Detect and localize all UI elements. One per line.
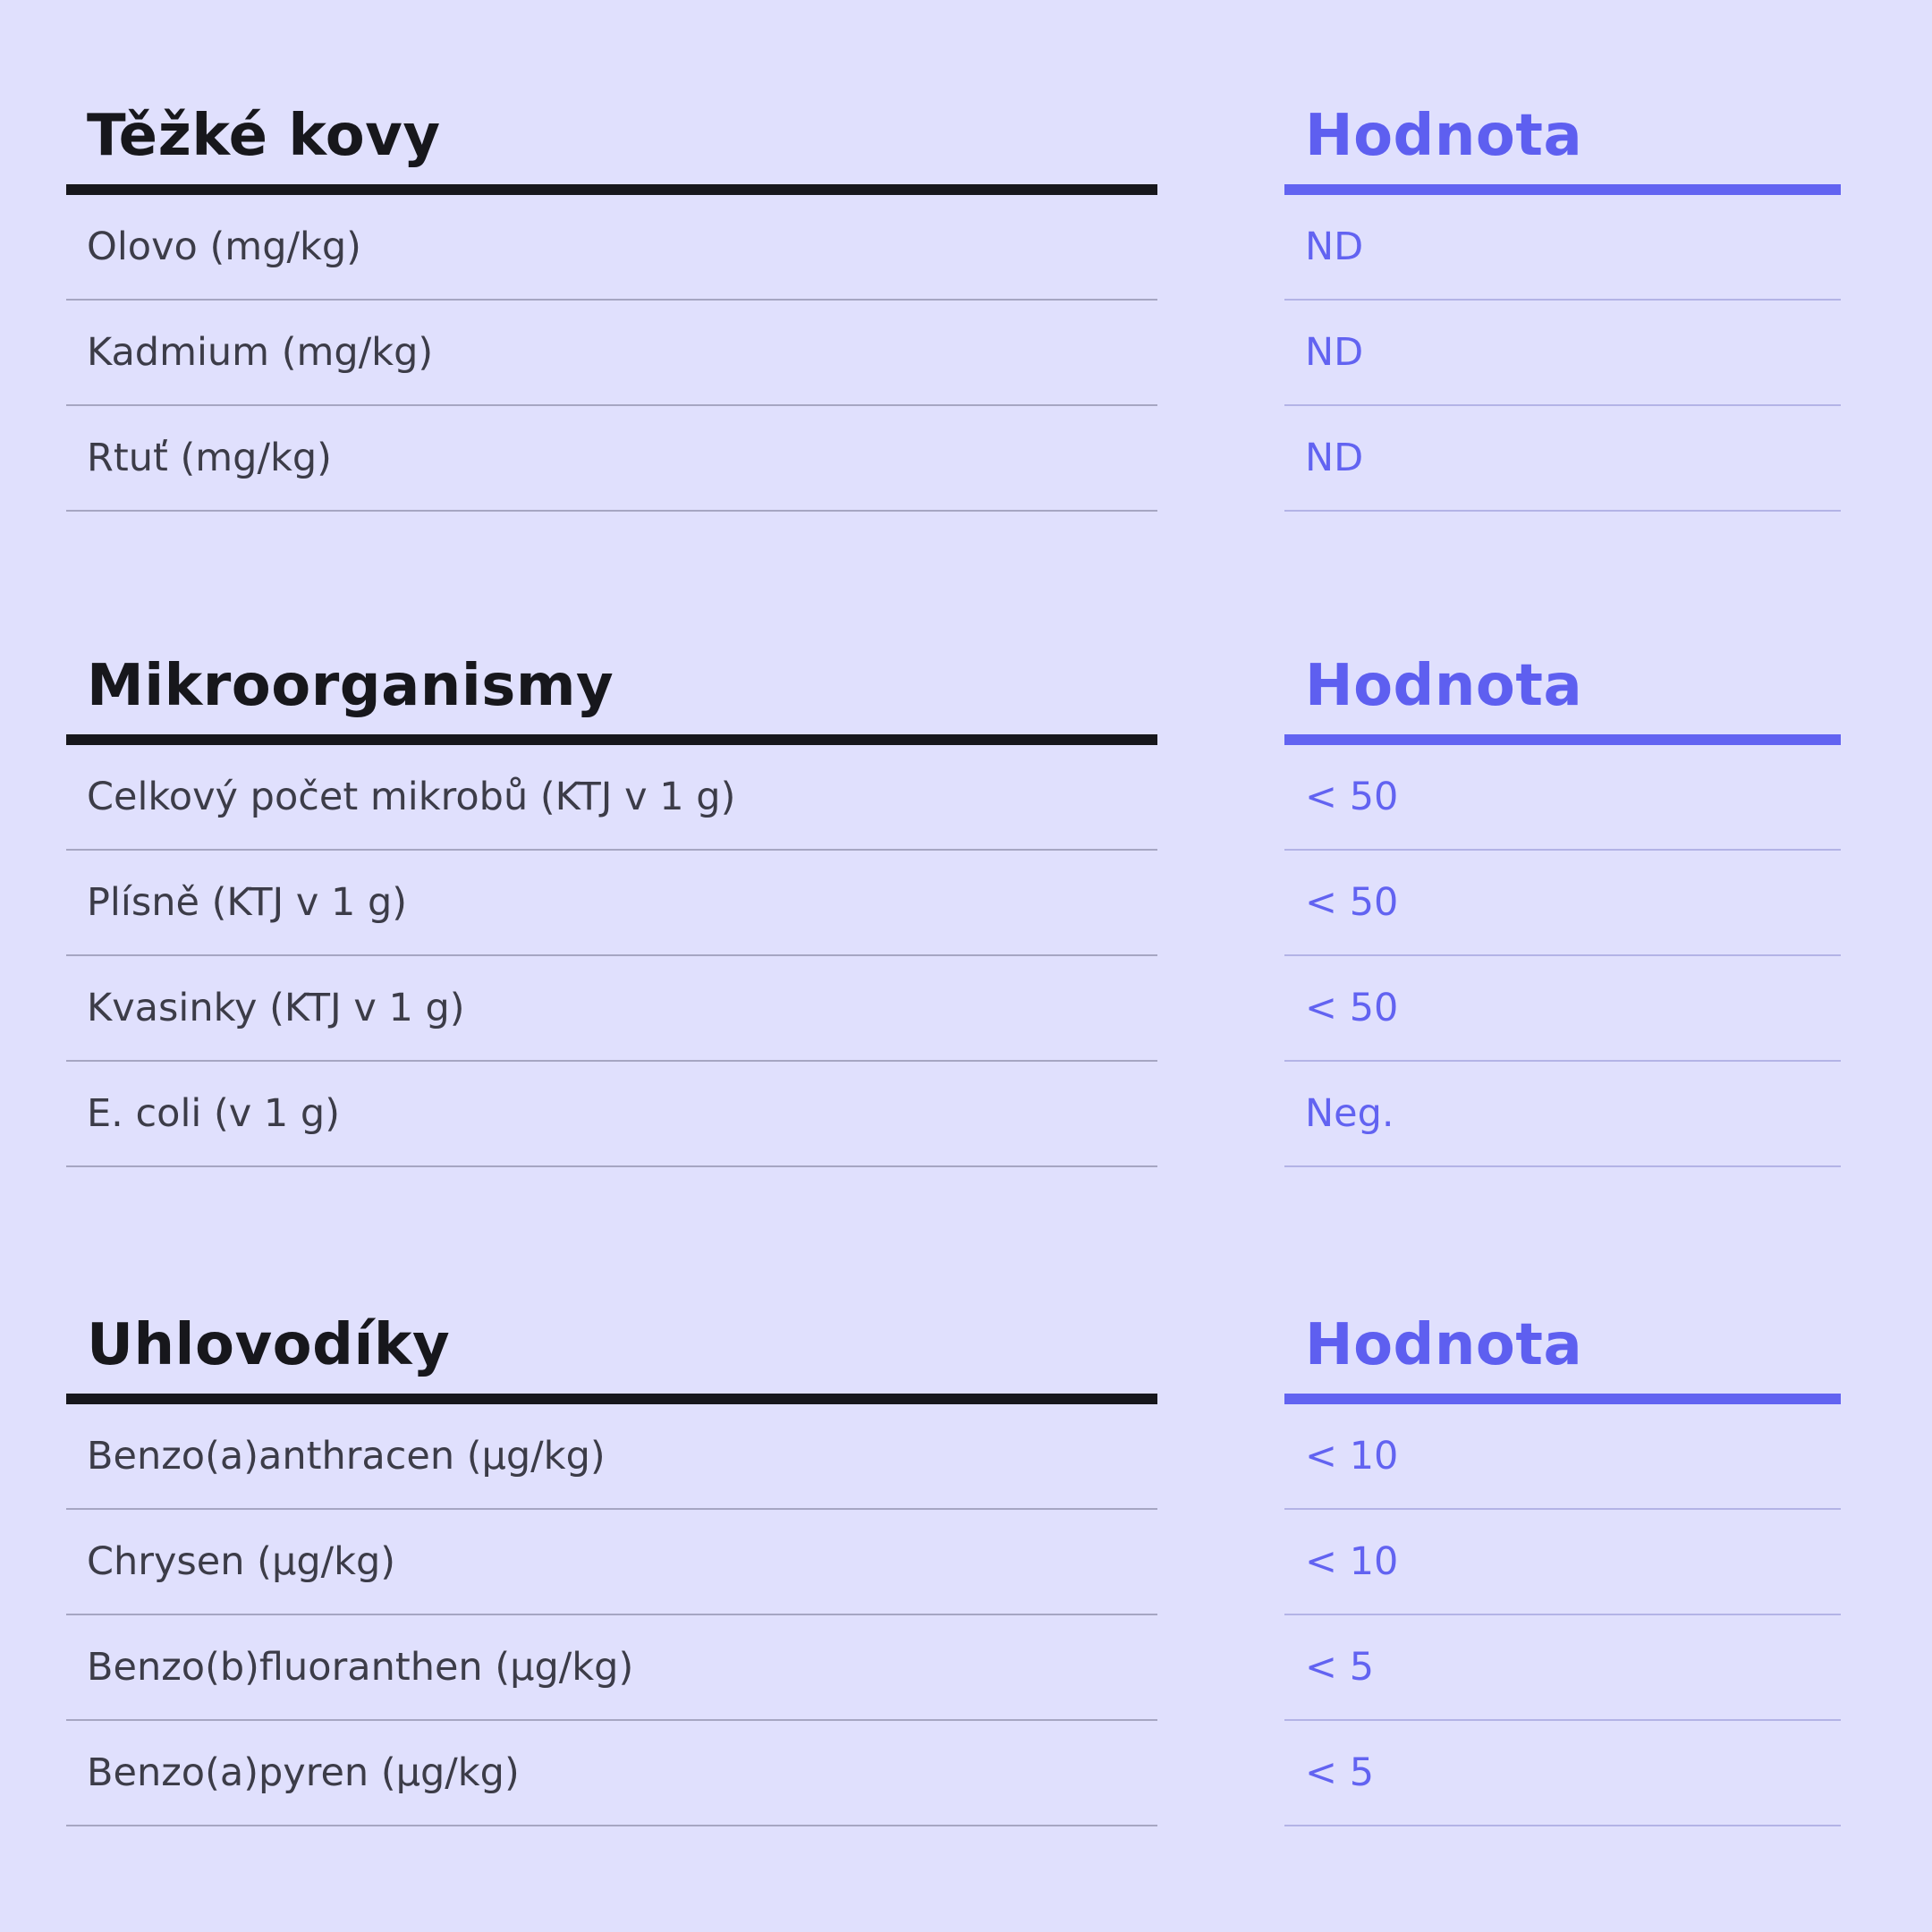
- row-label: Kvasinky (KTJ v 1 g): [66, 956, 1157, 1062]
- row-value: ND: [1284, 195, 1841, 301]
- value-column: [1284, 1308, 1841, 1826]
- label-column: [66, 1308, 1157, 1826]
- value-column: [1284, 98, 1841, 512]
- row-value: ND: [1284, 301, 1841, 406]
- row-label: Chrysen (µg/kg): [66, 1510, 1157, 1615]
- row-label: E. coli (v 1 g): [66, 1062, 1157, 1167]
- value-header: Hodnota: [1284, 648, 1841, 745]
- section-title: Uhlovodíky: [66, 1308, 1157, 1404]
- row-label: Olovo (mg/kg): [66, 195, 1157, 301]
- row-label: Celkový počet mikrobů (KTJ v 1 g): [66, 745, 1157, 851]
- section-title: Mikroorganismy: [66, 648, 1157, 745]
- row-label: Benzo(b)fluoranthen (µg/kg): [66, 1615, 1157, 1721]
- row-value: Neg.: [1284, 1062, 1841, 1167]
- row-label: Plísně (KTJ v 1 g): [66, 851, 1157, 956]
- label-column: [66, 98, 1157, 512]
- row-value: < 5: [1284, 1615, 1841, 1721]
- row-label: Kadmium (mg/kg): [66, 301, 1157, 406]
- row-value: ND: [1284, 406, 1841, 512]
- row-value: < 50: [1284, 851, 1841, 956]
- section-title: Těžké kovy: [66, 98, 1157, 195]
- value-header: Hodnota: [1284, 1308, 1841, 1404]
- label-column: [66, 648, 1157, 1167]
- row-value: < 5: [1284, 1721, 1841, 1826]
- row-value: < 10: [1284, 1510, 1841, 1615]
- row-value: < 50: [1284, 956, 1841, 1062]
- row-value: < 50: [1284, 745, 1841, 851]
- row-value: < 10: [1284, 1404, 1841, 1510]
- value-header: Hodnota: [1284, 98, 1841, 195]
- row-label: Benzo(a)pyren (µg/kg): [66, 1721, 1157, 1826]
- row-label: Rtuť (mg/kg): [66, 406, 1157, 512]
- value-column: [1284, 648, 1841, 1167]
- row-label: Benzo(a)anthracen (µg/kg): [66, 1404, 1157, 1510]
